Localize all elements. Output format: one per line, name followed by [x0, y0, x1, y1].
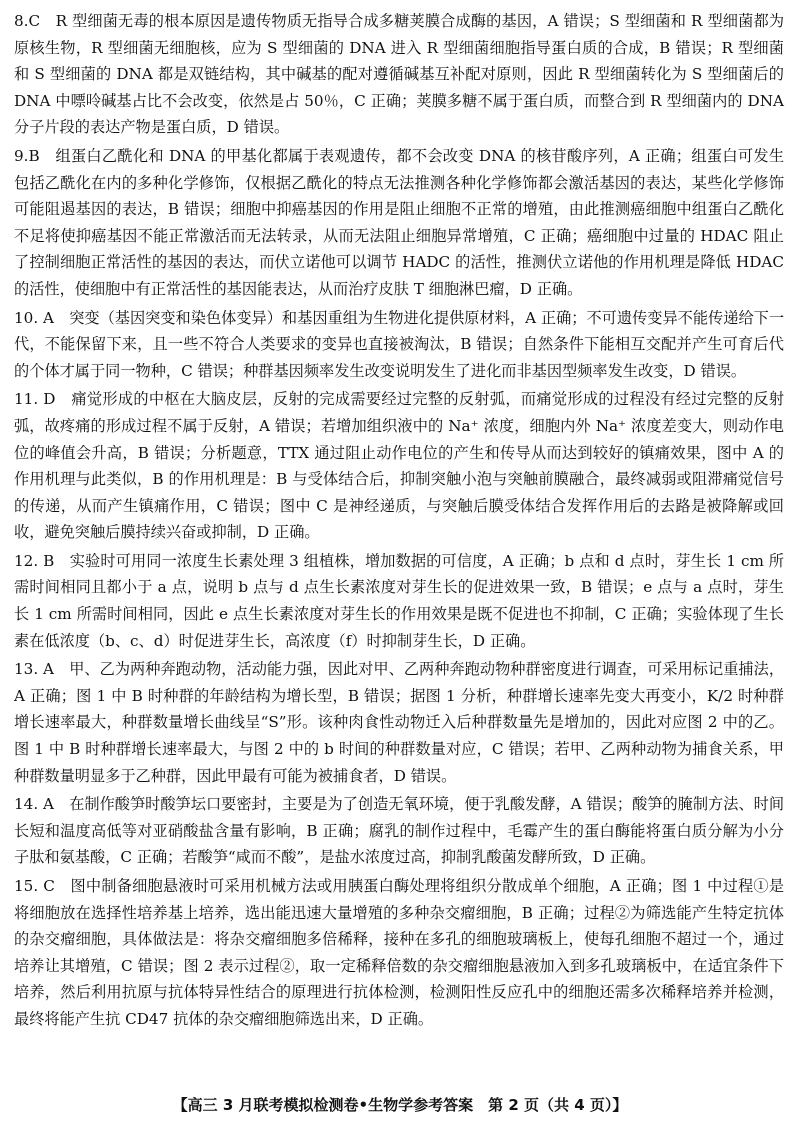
answer-text: 突变（基因突变和染色体变异）和基因重组为生物进化提供原材料，A 正确；不可遗传变异不能传递给下一代，不能保留下来，且一些不符合人类要求的变异也直接被淘汰，B 错误；自然条件下能相互交配并产生可育后代的个体才属于同一物种，C 错误；种群基因频率发生改变说明发生了进化而非基因型频率发生改变，D 错误。: [14, 308, 785, 380]
answer-number: 13. A: [14, 660, 54, 679]
footer-left-bracket: 【: [172, 1096, 188, 1114]
answer-text: 痛觉形成的中枢在大脑皮层，反射的完成需要经过完整的反射弧，而痛觉形成的过程没有经过完整的反射弧，故疼痛的形成过程不属于反射，A 错误；若增加组织液中的 Na⁺ 浓度，细胞内外 Na⁺ 浓度差变大，则动作电位的峰值会升高，B 错误；分析题意，TTX 通过阻止动作电位的产生和传导从而达到较好的镇痛效果，图中 A 的作用机理与此类似，B 的作用机理是：B 与受体结合后，抑制突触小泡与突触前膜融合，最终减弱或阻滞痛觉信号的传递，从而产生镇痛作用，C 错误；图中 C 是神经递质，与突触后膜受体结合发挥作用后的去路是被降解或回收，避免突触后膜持续兴奋或抑制，D 正确。: [14, 390, 785, 542]
answer-number: 14. A: [14, 795, 54, 814]
answer-number: 9.B: [14, 146, 40, 165]
footer-subject: 生物学参考答案: [368, 1096, 474, 1114]
answer-number: 11. D: [14, 390, 56, 409]
answer-item-10: [14, 305, 784, 385]
answer-text: 实验时可用同一浓度生长素处理 3 组植株，增加数据的可信度，A 正确；b 点和 d 点时，芽生长 1 cm 所需时间相同且都小于 a 点，说明 b 点与 d 点生长素浓度对芽生长的促进效果一致，B 错误；e 点与 a 点时，芽生长 1 cm 所需时间相同，因此 e 点生长素浓度对芽生长的作用效果是既不促进也不抑制，C 正确；实验体现了生长素在低浓度（b、c、d）时促进芽生长，高浓度（f）时抑制芽生长，D 正确。: [14, 551, 784, 650]
answer-number: 10. A: [14, 308, 54, 327]
answer-item-8: [14, 8, 784, 141]
answer-item-15: [14, 873, 784, 1033]
footer-right-bracket: 】: [612, 1096, 628, 1114]
answer-item-14: [14, 791, 784, 871]
answer-list: [14, 8, 784, 1035]
answer-number: 15. C: [14, 877, 55, 895]
answer-text: 图中制备细胞悬液时可采用机械方法或用胰蛋白酶处理将组织分散成单个细胞，A 正确；图 1 中过程①是将细胞放在选择性培养基上培养，选出能迅速大量增殖的多种杂交瘤细胞，B 正确；过程②为筛选能产生特定抗体的杂交瘤细胞，具体做法是：将杂交瘤细胞多倍稀释，接种在多孔的细胞玻璃板上，使每孔细胞不超过一个，通过培养让其增殖，C 错误；图 2 表示过程②，取一定稀释倍数的杂交瘤细胞悬液加入到多孔玻璃板中，在适宜条件下培养，然后利用抗原与抗体特异性结合的原理进行抗体检测，检测阳性反应孔中的细胞还需多次稀释培养并检测，最终将能产生抗 CD47 抗体的杂交瘤细胞筛选出来，D 正确。: [14, 877, 784, 1028]
answer-item-11: [14, 386, 784, 546]
footer-page-number: 第 2 页（共 4 页）: [488, 1096, 613, 1114]
answer-text: 组蛋白乙酰化和 DNA 的甲基化都属于表观遗传，都不会改变 DNA 的核苷酸序列，A 正确；组蛋白可发生包括乙酰化在内的多种化学修饰，仅根据乙酰化的特点无法推测各种化学修饰都会激活基因的表达，某些化学修饰可能阻遏基因的表达，B 错误；细胞中抑癌基因的作用是阻止细胞不正常的增殖，由此推测癌细胞中组蛋白乙酰化不足将使抑癌基因不能正常激活而无法转录，从而无法阻止细胞异常增殖，C 正确；癌细胞中过量的 HDAC 阻止了控制细胞正常活性的基因的表达，而伏立诺他可以调节 HADC 的活性，推测伏立诺他的作用机理是降低 HDAC 的活性，使细胞中有正常活性的基因能表达，从而治疗皮肤 T 细胞淋巴瘤，D 正确。: [14, 146, 785, 298]
answer-text: 在制作酸笋时酸笋坛口要密封，主要是为了创造无氧环境，便于乳酸发酵，A 错误；酸笋的腌制方法、时间长短和温度高低等对亚硝酸盐含量有影响，B 正确；腐乳的制作过程中，毛霉产生的蛋白酶能将蛋白质分解为小分子肽和氨基酸，C 正确；若酸笋“咸而不酸”，是盐水浓度过高，抑制乳酸菌发酵所致，D 正确。: [14, 795, 785, 867]
footer-exam-title: 高三 3 月联考模拟检测卷: [187, 1096, 359, 1114]
answer-text: R 型细菌无毒的根本原因是遗传物质无指导合成多糖荚膜合成酶的基因，A 错误；S 型细菌和 R 型细菌都为原核生物，R 型细菌无细胞核，应为 S 型细菌的 DNA 进入 R 型细菌细胞指导蛋白质的合成，B 错误；R 型细菌和 S 型细菌的 DNA 都是双链结构，其中碱基的配对遵循碱基互补配对原则，因此 R 型细菌转化为 S 型细菌后的 DNA 中嘌呤碱基占比不会改变，依然是占 50％，C 正确；荚膜多糖不属于蛋白质，而整合到 R 型细菌内的 DNA 分子片段的表达产物是蛋白质，D 错误。: [14, 12, 785, 137]
page-footer: [0, 1094, 800, 1115]
answer-item-12: [14, 548, 784, 654]
answer-text: 甲、乙为两种奔跑动物，活动能力强，因此对甲、乙两种奔跑动物种群密度进行调查，可采用标记重捕法，A 正确；图 1 中 B 时种群的年龄结构为增长型，B 错误；据图 1 分析，种群增长速率先变大再变小，K/2 时种群增长速率最大，种群数量增长曲线呈“S”形。该种肉食性动物迁入后种群数量先是增加的，因此对应图 2 中的乙。图 1 中 B 时种群增长速率最大，与图 2 中的 b 时间的种群数量对应，C 错误；若甲、乙两种动物为捕食关系，甲种群数量明显多于乙种群，因此甲最有可能为被捕食者，D 错误。: [14, 660, 785, 785]
footer-separator-dot: •: [358, 1096, 369, 1114]
answer-item-9: [14, 143, 784, 303]
answer-number: 8.C: [14, 12, 41, 30]
answer-number: 12. B: [14, 551, 55, 570]
answer-item-13: [14, 656, 784, 789]
